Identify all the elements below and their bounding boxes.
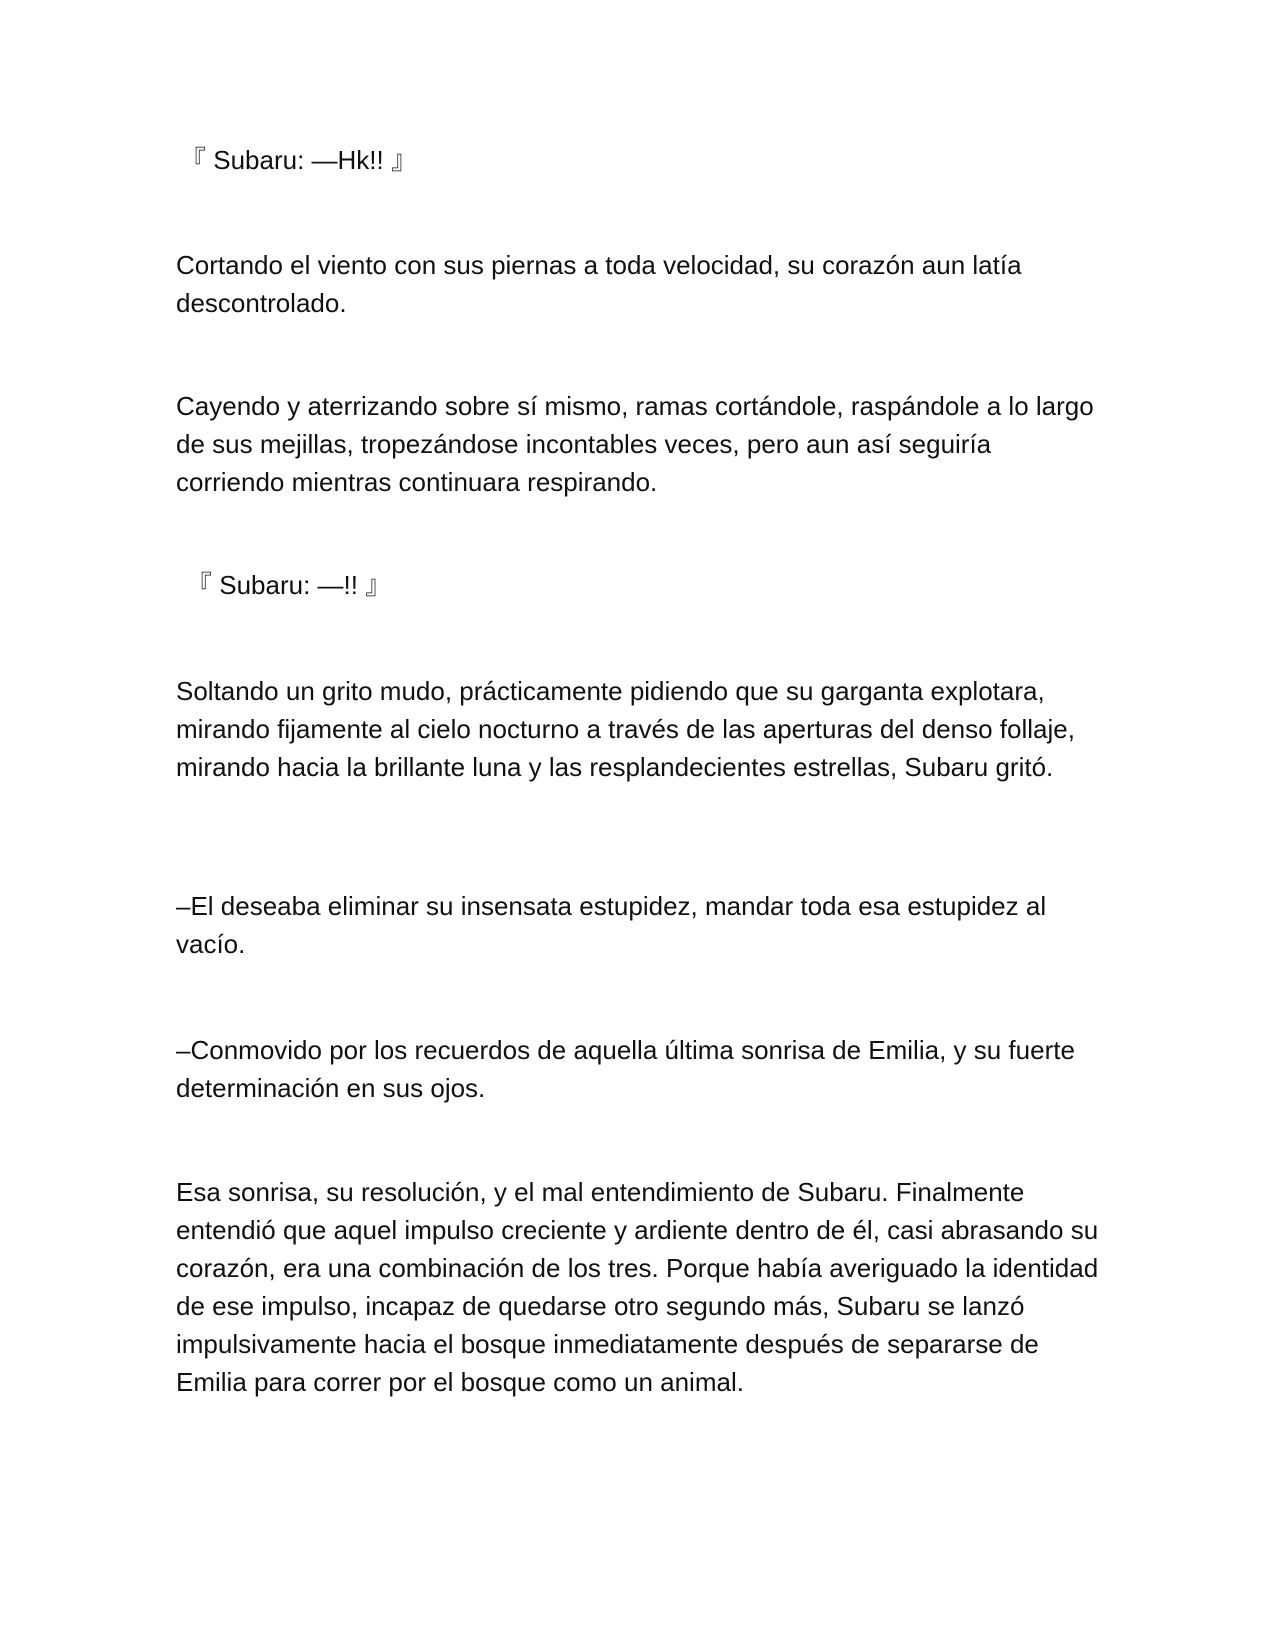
paragraph-esa-sonrisa: Esa sonrisa, su resolución, y el mal entendimiento de Subaru. Finalmente entendió que aquel impulso creciente y ardiente dentro de él, casi abrasando su corazón, era una combinación de los tres. Porque había averiguado la identidad de ese impulso, incapaz de quedarse otro segundo más, Subaru se lanzó impulsivamente hacia el bosque inmediatamente después de separarse de Emilia para correr por el bosque como un animal. — [176, 1177, 1099, 1397]
paragraph-conmovido: –Conmovido por los recuerdos de aquella última sonrisa de Emilia, y su fuerte determinación en sus ojos. — [176, 1035, 1075, 1103]
paragraph-soltando: Soltando un grito mudo, prácticamente pidiendo que su garganta explotara, mirando fijamente al cielo nocturno a través de las aperturas del denso follaje, mirando hacia la brillante luna y las resplandecientes estrellas, Subaru gritó. — [176, 676, 1075, 782]
dialogue-line-subaru-2: 『 Subaru: —!! 』 — [186, 570, 392, 600]
paragraph-cayendo: Cayendo y aterrizando sobre sí mismo, ramas cortándole, raspándole a lo largo de sus mejillas, tropezándose incontables veces, pero aun así seguiría corriendo mientras continuara respirando. — [176, 391, 1094, 497]
paragraph-deseaba: –El deseaba eliminar su insensata estupidez, mandar toda esa estupidez al vacío. — [176, 891, 1047, 959]
paragraph-cortando: Cortando el viento con sus piernas a toda velocidad, su corazón aun latía descontrolado. — [176, 250, 1022, 318]
dialogue-line-subaru-1: 『 Subaru: —Hk!! 』 — [180, 145, 417, 175]
